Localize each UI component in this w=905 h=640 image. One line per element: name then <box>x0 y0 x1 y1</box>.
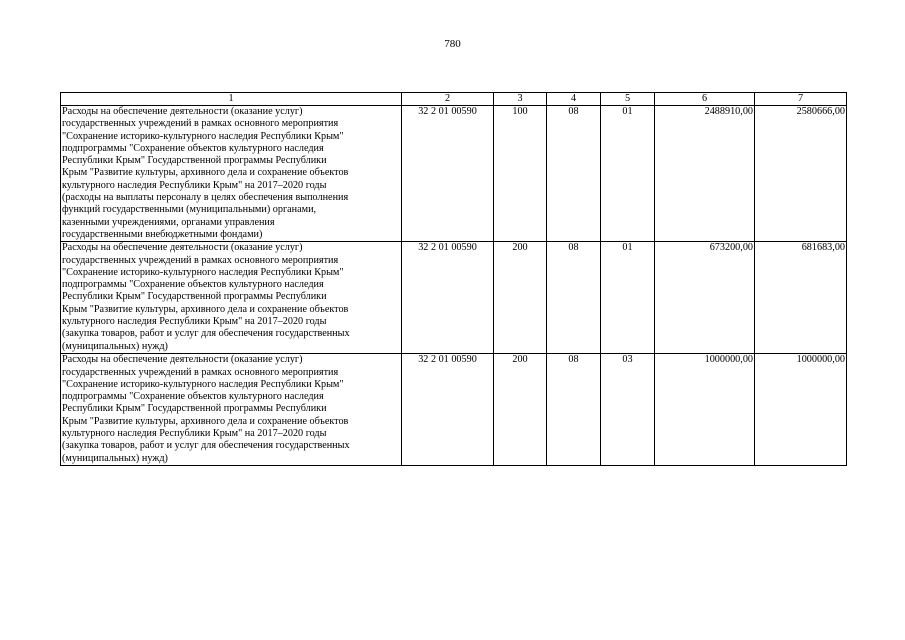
table-row <box>61 354 847 466</box>
section-code: 08 <box>547 354 601 466</box>
target-code: 32 2 01 00590 <box>402 354 494 466</box>
subsection-code: 01 <box>601 242 655 354</box>
budget-table <box>60 92 847 466</box>
amount-year-2: 1000000,00 <box>755 354 847 466</box>
amount-year-1: 2488910,00 <box>655 106 755 242</box>
subsection-code: 03 <box>601 354 655 466</box>
amount-year-1: 1000000,00 <box>655 354 755 466</box>
column-header: 2 <box>402 93 494 106</box>
target-code: 32 2 01 00590 <box>402 242 494 354</box>
column-header: 3 <box>494 93 547 106</box>
row-description: Расходы на обеспечение деятельности (оказание услуг) государственных учреждений в рамках основного мероприятия "Сохранение историко-культурного наследия Республики Крым" подпрограммы "Сохранение объектов культурного наследия Республики Крым" Государственной программы Республики Крым "Развитие культуры, архивного дела и сохранение объектов культурного наследия Республики Крым" на 2017–2020 годы (закупка товаров, работ и услуг для обеспечения государственных (муниципальных) нужд) <box>61 242 402 354</box>
target-code: 32 2 01 00590 <box>402 106 494 242</box>
column-header: 7 <box>755 93 847 106</box>
page-number: 780 <box>444 38 461 50</box>
header-row <box>61 93 847 106</box>
expense-type: 100 <box>494 106 547 242</box>
subsection-code: 01 <box>601 106 655 242</box>
column-header: 1 <box>61 93 402 106</box>
amount-year-1: 673200,00 <box>655 242 755 354</box>
table-row <box>61 242 847 354</box>
amount-year-2: 681683,00 <box>755 242 847 354</box>
row-description: Расходы на обеспечение деятельности (оказание услуг) государственных учреждений в рамках основного мероприятия "Сохранение историко-культурного наследия Республики Крым" подпрограммы "Сохранение объектов культурного наследия Республики Крым" Государственной программы Республики Крым "Развитие культуры, архивного дела и сохранение объектов культурного наследия Республики Крым" на 2017–2020 годы (расходы на выплаты персоналу в целях обеспечения выполнения функций государственными (муниципальными) органами, казенными учреждениями, органами управления государственными внебюджетными фондами) <box>61 106 402 242</box>
amount-year-2: 2580666,00 <box>755 106 847 242</box>
section-code: 08 <box>547 242 601 354</box>
table-row <box>61 106 847 242</box>
row-description: Расходы на обеспечение деятельности (оказание услуг) государственных учреждений в рамках основного мероприятия "Сохранение историко-культурного наследия Республики Крым" подпрограммы "Сохранение объектов культурного наследия Республики Крым" Государственной программы Республики Крым "Развитие культуры, архивного дела и сохранение объектов культурного наследия Республики Крым" на 2017–2020 годы (закупка товаров, работ и услуг для обеспечения государственных (муниципальных) нужд) <box>61 354 402 466</box>
column-header: 5 <box>601 93 655 106</box>
expense-type: 200 <box>494 242 547 354</box>
section-code: 08 <box>547 106 601 242</box>
column-header: 4 <box>547 93 601 106</box>
expense-type: 200 <box>494 354 547 466</box>
column-header: 6 <box>655 93 755 106</box>
